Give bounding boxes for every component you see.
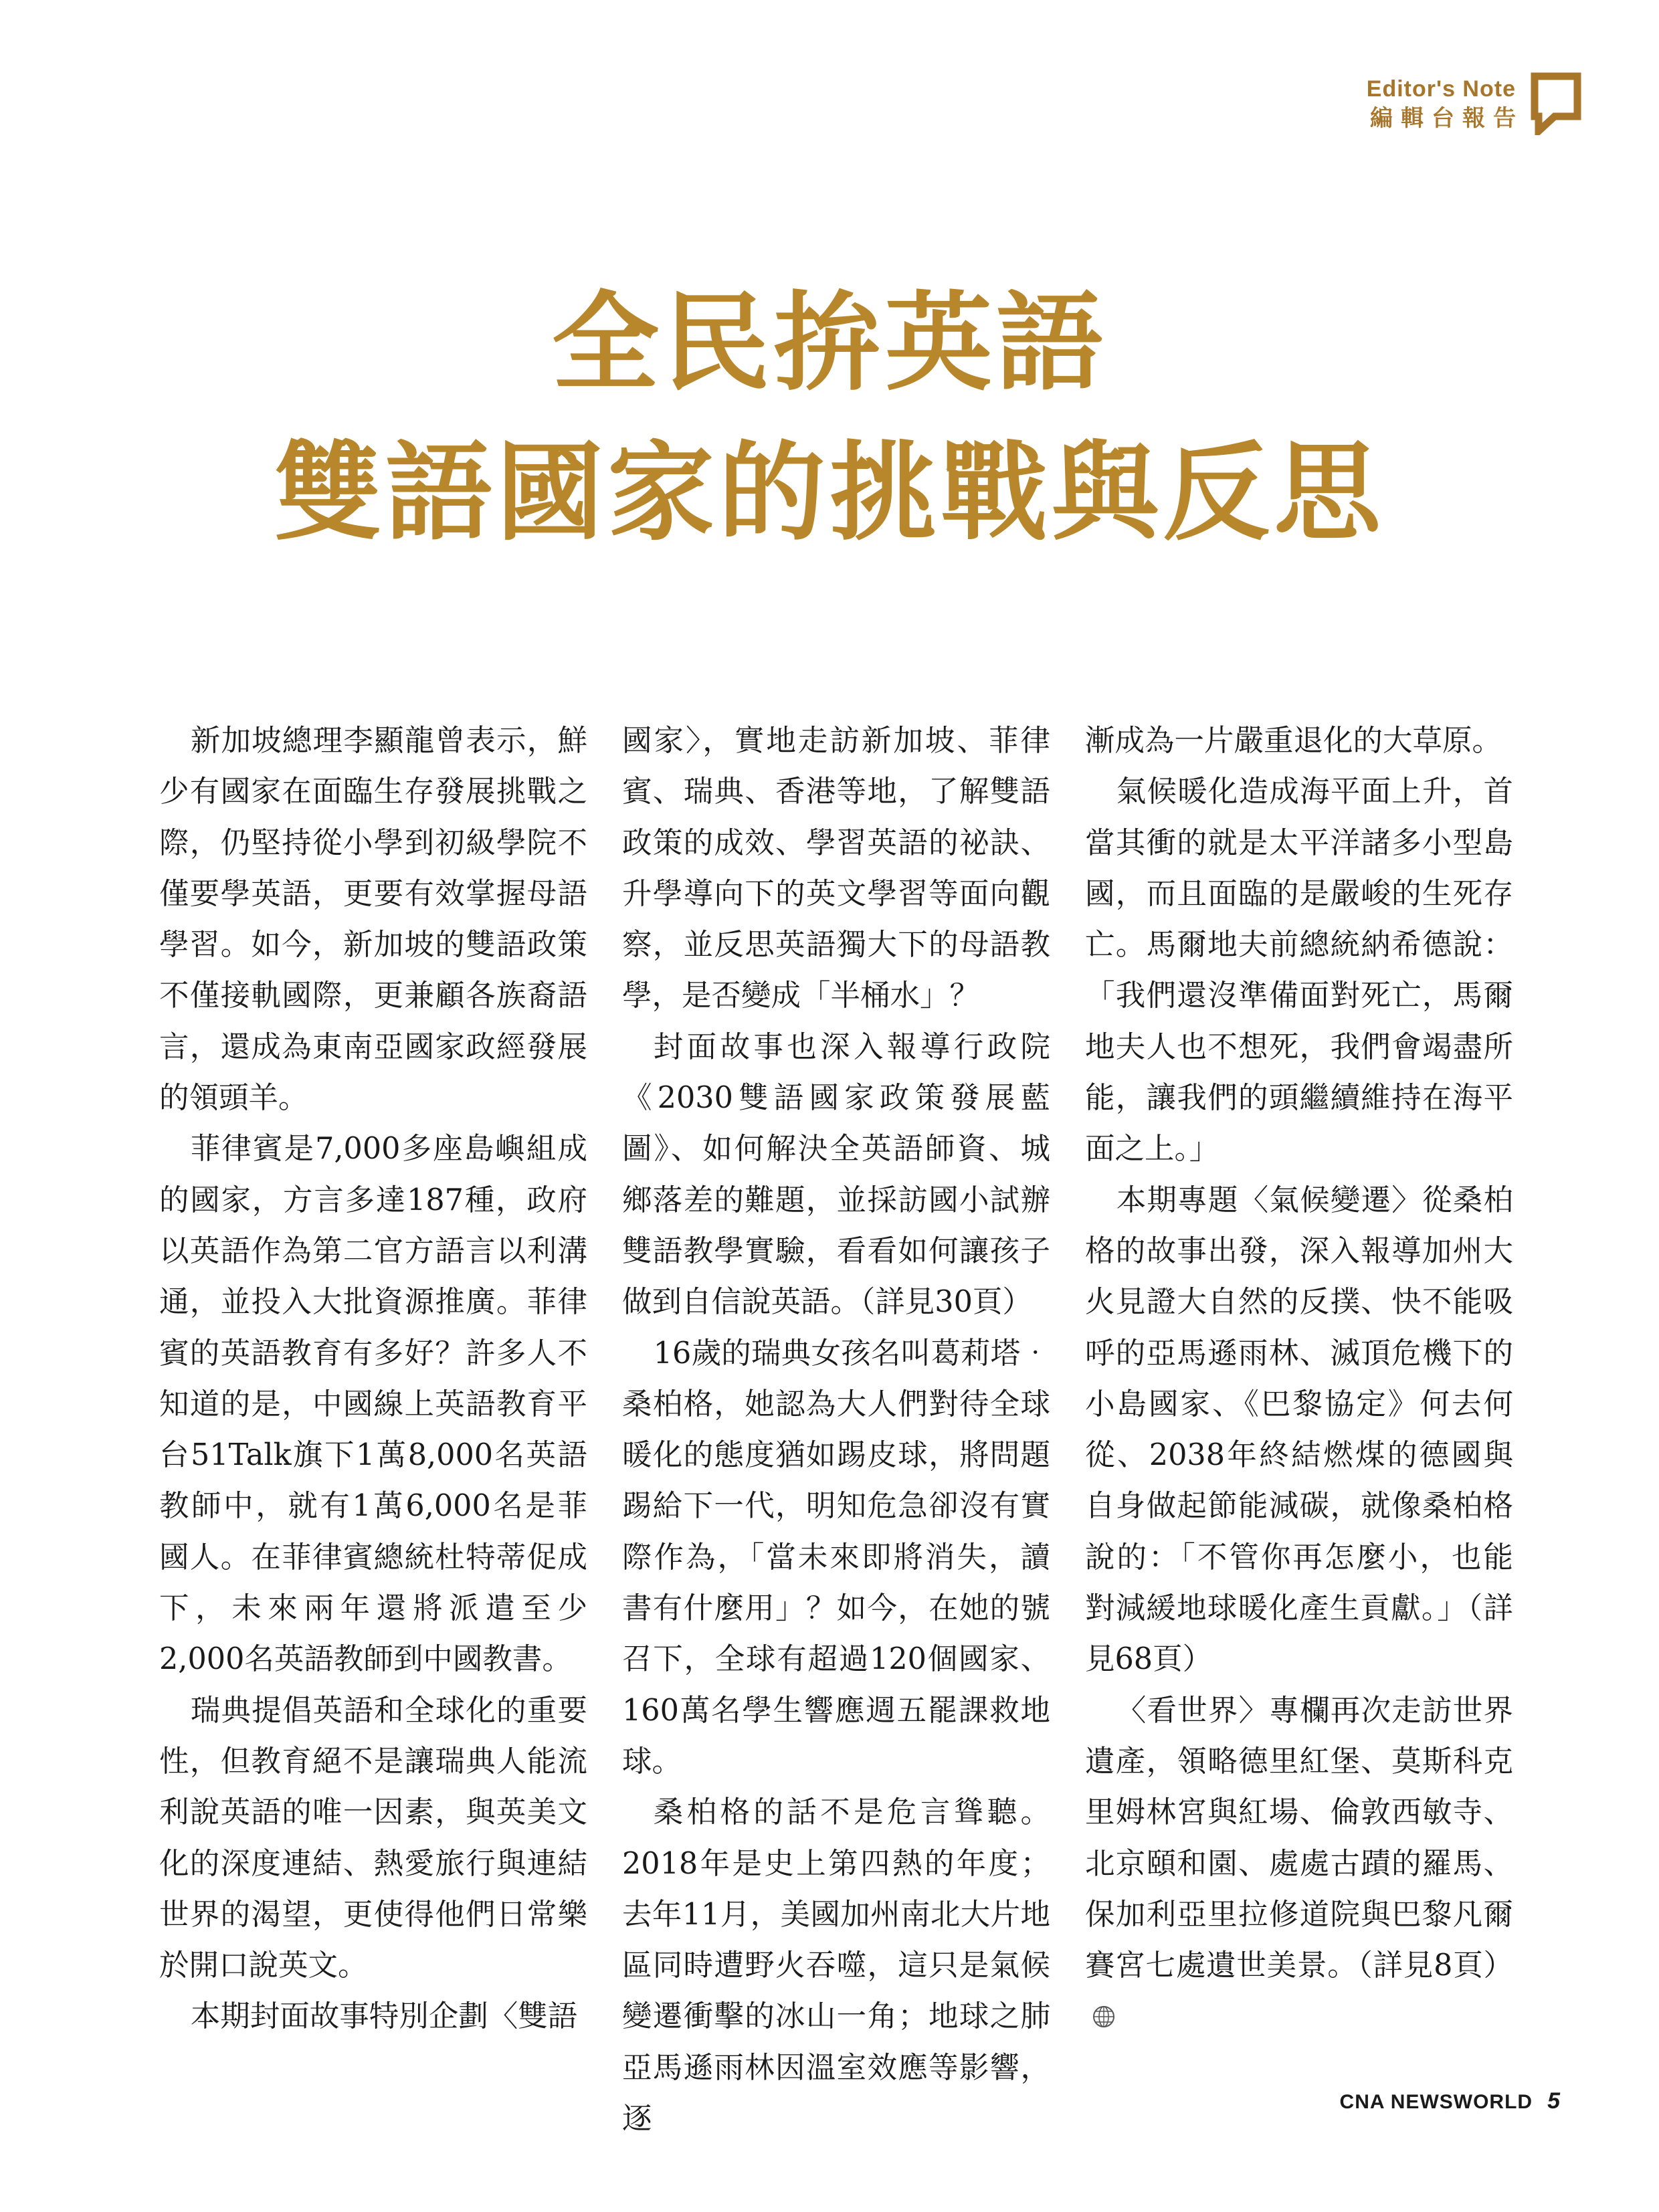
paragraph: 瑞典提倡英語和全球化的重要性，但教育絕不是讓瑞典人能流利說英語的唯一因素，與英美文化的深度連結、熱愛旅行與連結世界的渴望，更使得他們日常樂於開口說英文。 [159, 1693, 587, 1983]
title-line-2: 雙語國家的挑戰與反思 [274, 429, 1385, 555]
paragraph: 封面故事也深入報導行政院《2030雙語國家政策發展藍圖》、如何解決全英語師資、城鄉落差的難題，並採訪國小試辦雙語教學實驗，看看如何讓孩子做到自信說英語。（詳見30頁） [622, 1029, 1050, 1320]
paragraph: 本期專題〈氣候變遷〉從桑柏格的故事出發，深入報導加州大火見證大自然的反撲、快不能吸呼的亞馬遜雨林、滅頂危機下的小島國家、《巴黎協定》何去何從、2038年終結燃煤的德國與自身做起節能減碳，就像桑柏格說的：「不管你再怎麼小，也能對減緩地球暖化產生貢獻。」（詳見68頁） [1085, 1183, 1513, 1677]
globe-icon [1092, 2005, 1116, 2029]
page-title [0, 268, 1659, 567]
speech-bubble-icon [1531, 72, 1581, 135]
paragraph: 新加坡總理李顯龍曾表示，鮮少有國家在面臨生存發展挑戰之際，仍堅持從小學到初級學院不僅要學英語，更要有效掌握母語學習。如今，新加坡的雙語政策不僅接軌國際，更兼顧各族裔語言，還成為東南亞國家政經發展的領頭羊。 [159, 724, 587, 1116]
publication-name: CNA NEWSWORLD [1339, 2091, 1533, 2113]
paragraph: 16歲的瑞典女孩名叫葛莉塔‧桑柏格，她認為大人們對待全球暖化的態度猶如踢皮球，將問題踢給下一代，明知危急卻沒有實際作為，「當未來即將消失，讀書有什麼用」？如今，在她的號召下，全球有超過120個國家、160萬名學生響應週五罷課救地球。 [622, 1336, 1050, 1779]
paragraph-text: 〈看世界〉專欄再次走訪世界遺產，領略德里紅堡、莫斯科克里姆林宮與紅場、倫敦西敏寺、北京頤和園、處處古蹟的羅馬、保加利亞里拉修道院與巴黎凡爾賽宮七處遺世美景。（詳見8頁） [1085, 1693, 1513, 1983]
paragraph: 國家〉，實地走訪新加坡、菲律賓、瑞典、香港等地，了解雙語政策的成效、學習英語的祕訣、升學導向下的英文學習等面向觀察，並反思英語獨大下的母語教學，是否變成「半桶水」？ [622, 724, 1050, 1013]
paragraph-last [1085, 1686, 1513, 2043]
title-line-1: 全民拚英語 [551, 280, 1107, 405]
section-label-zh: 編輯台報告 [1370, 105, 1524, 132]
page-footer [1340, 2088, 1560, 2114]
text-column-3 [1085, 716, 1513, 2043]
paragraph: 本期封面故事特別企劃〈雙語 [190, 1999, 578, 2034]
section-header-text [1366, 74, 1524, 133]
page-number: 5 [1547, 2088, 1560, 2114]
text-column-2 [622, 716, 1050, 2144]
section-header [1367, 72, 1581, 135]
paragraph: 氣候暖化造成海平面上升，首當其衝的就是太平洋諸多小型島國，而且面臨的是嚴峻的生死存亡。馬爾地夫前總統納希德說：「我們還沒準備面對死亡，馬爾地夫人也不想死，我們會竭盡所能，讓我們的頭繼續維持在海平面之上。」 [1085, 775, 1513, 1167]
section-label-en: Editor's Note [1366, 76, 1516, 102]
text-column-1 [159, 716, 587, 2043]
paragraph: 漸成為一片嚴重退化的大草原。 [1085, 724, 1502, 758]
paragraph: 菲律賓是7,000多座島嶼組成的國家，方言多達187種，政府以英語作為第二官方語言以利溝通，並投入大批資源推廣。菲律賓的英語教育有多好？許多人不知道的是，中國線上英語教育平台51Talk旗下1萬8,000名英語教師中，就有1萬6,000名是菲國人。在菲律賓總統杜特蒂促成下，未來兩年還將派遣至少2,000名英語教師到中國教書。 [159, 1132, 587, 1677]
paragraph: 桑柏格的話不是危言聳聽。2018年是史上第四熱的年度；去年11月，美國加州南北大片地區同時遭野火吞噬，這只是氣候變遷衝擊的冰山一角；地球之肺亞馬遜雨林因溫室效應等影響，逐 [622, 1795, 1050, 2136]
